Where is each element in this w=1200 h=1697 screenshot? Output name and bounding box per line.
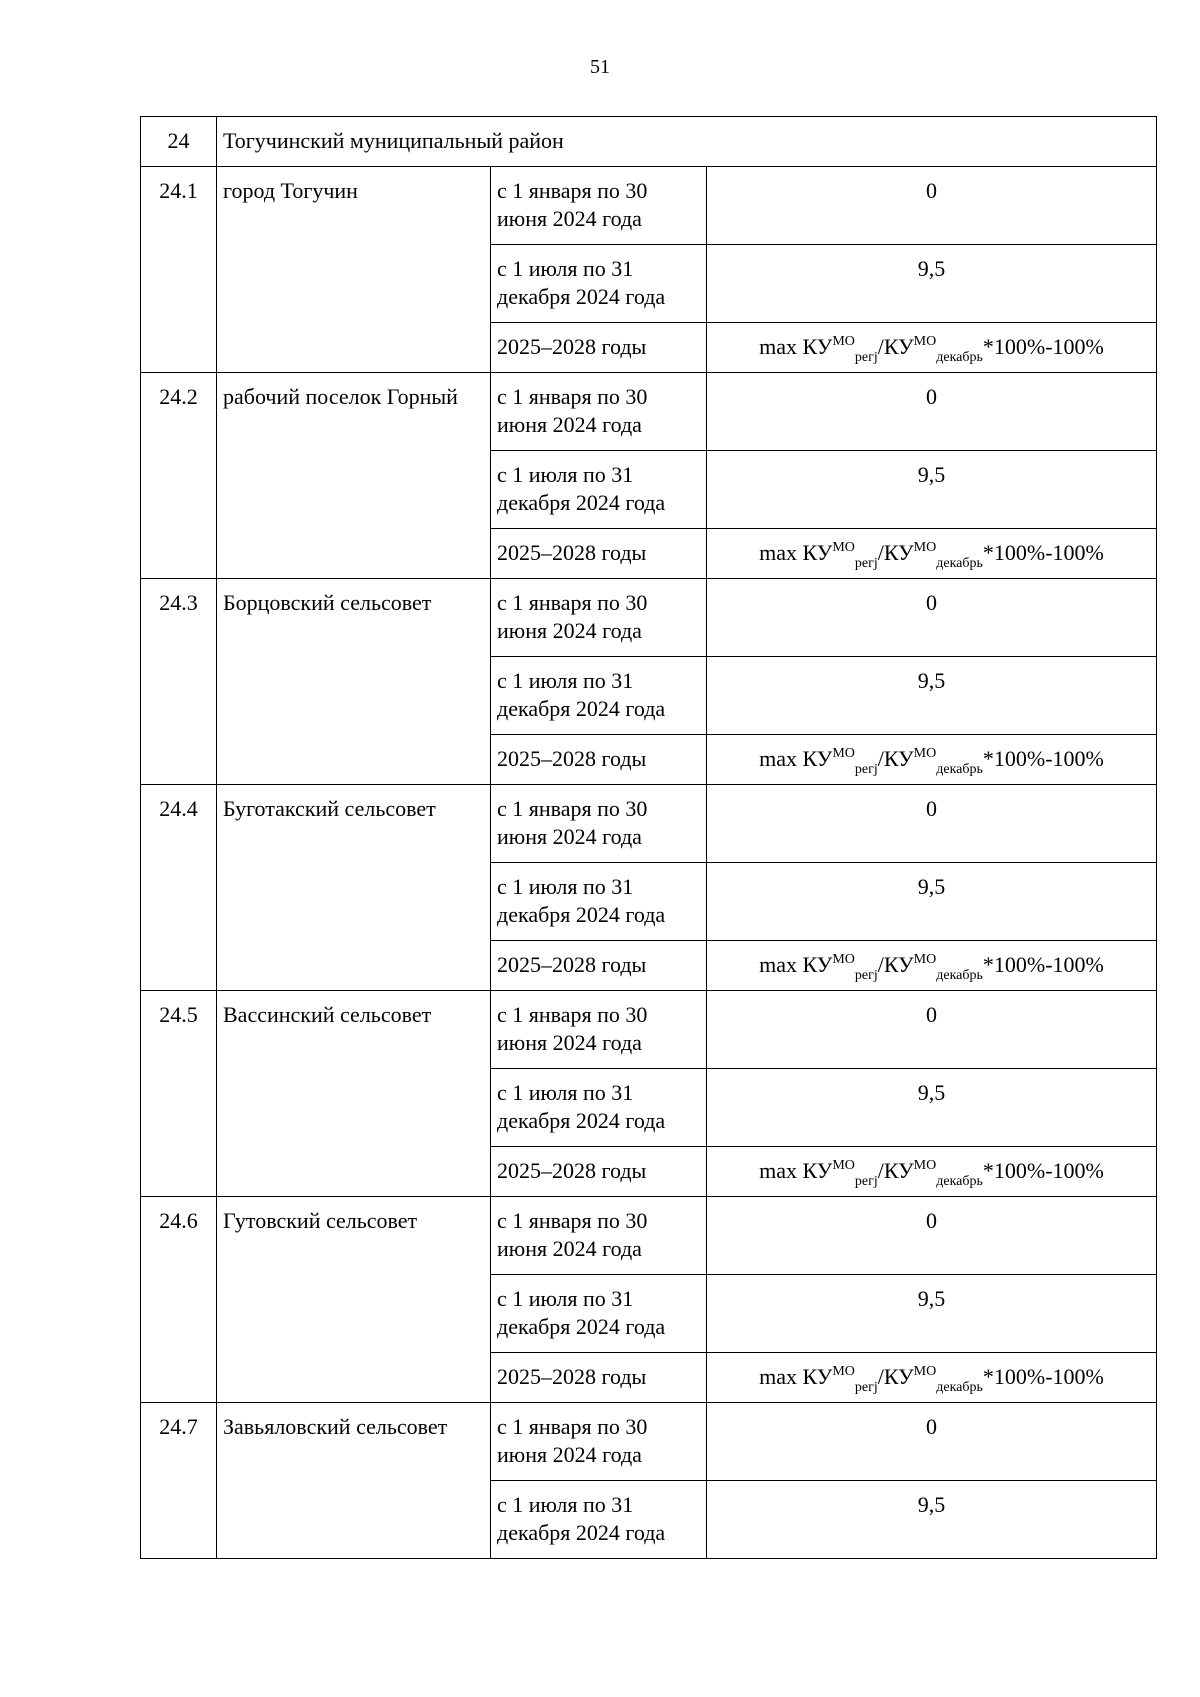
value-cell [707,657,1157,735]
value-cell [707,1481,1157,1559]
value-cell [707,245,1157,323]
formula-text [707,529,1156,572]
formula-sup-1: МО [832,333,855,349]
formula-sup-1: МО [832,745,855,761]
formula-cell [707,735,1157,785]
value-text: 0 [926,796,937,821]
settlement-name: город Тогучин [223,178,358,203]
period-text: 2025–2028 годы [497,1158,647,1183]
settlement-name: Буготакский сельсовет [223,796,436,821]
row-number-cell [141,991,217,1197]
settlement-name-cell [217,373,491,579]
formula-suffix: *100%-100% [982,334,1104,359]
period-text: 2025–2028 годы [497,1364,647,1389]
period-text: с 1 июля по 31 декабря 2024 года [497,1286,666,1339]
period-cell [491,1069,707,1147]
formula-sub-2: декабрь [936,1380,983,1396]
row-number-cell [141,785,217,991]
row-number: 24.4 [159,796,198,821]
period-text: с 1 июля по 31 декабря 2024 года [497,462,666,515]
value-text: 0 [926,590,937,615]
formula-prefix: max КУ [759,952,833,977]
district-title-cell [217,117,1157,167]
table-body [141,117,1157,1559]
settlement-name: Гутовский сельсовет [223,1208,418,1233]
row-number-cell [141,579,217,785]
value-text: 9,5 [917,1492,946,1517]
period-text: с 1 января по 30 июня 2024 года [497,1002,648,1055]
settlement-name-cell [217,991,491,1197]
formula-mid: /КУ [877,952,914,977]
formula-sup-2: МО [913,1157,937,1173]
formula-sub-2: декабрь [936,762,983,778]
period-text: с 1 января по 30 июня 2024 года [497,1208,648,1261]
table-row [141,1197,1157,1275]
formula-mid: /КУ [877,1158,914,1183]
formula-text [707,1353,1156,1396]
settlement-name: Борцовский сельсовет [223,590,432,615]
period-text: 2025–2028 годы [497,952,647,977]
formula-sub-2: декабрь [936,968,983,984]
period-cell [491,1403,707,1481]
value-text: 9,5 [917,874,946,899]
row-number: 24.3 [159,590,198,615]
formula-sup-1: МО [832,1157,855,1173]
period-text: с 1 июля по 31 декабря 2024 года [497,1080,666,1133]
period-cell [491,1481,707,1559]
row-number: 24.2 [159,384,198,409]
period-cell [491,785,707,863]
formula-cell [707,323,1157,373]
formula-text [707,941,1156,984]
formula-sup-1: МО [832,539,855,555]
formula-suffix: *100%-100% [982,952,1104,977]
value-text: 0 [926,1208,937,1233]
row-number: 24.7 [159,1414,198,1439]
table-row [141,167,1157,245]
period-text: с 1 июля по 31 декабря 2024 года [497,668,666,721]
row-number-cell [141,167,217,373]
formula-prefix: max КУ [759,746,833,771]
formula-cell [707,1353,1157,1403]
value-cell [707,373,1157,451]
table-row [141,579,1157,657]
formula-sub-2: декабрь [936,1174,983,1190]
formula-cell [707,1147,1157,1197]
value-text: 0 [926,178,937,203]
formula-sub-2: декабрь [936,556,983,572]
formula-mid: /КУ [877,746,914,771]
period-cell [491,657,707,735]
row-number-cell [141,1197,217,1403]
formula-text [707,735,1156,778]
page-number: 51 [590,56,610,78]
value-cell [707,579,1157,657]
row-number-cell [141,373,217,579]
period-cell [491,451,707,529]
formula-prefix: max КУ [759,540,833,565]
value-cell [707,1275,1157,1353]
settlement-name-cell [217,1403,491,1559]
formula-sup-1: МО [832,951,855,967]
settlement-name: Вассинский сельсовет [223,1002,432,1027]
period-cell [491,323,707,373]
formula-sup-2: МО [913,1363,937,1379]
formula-sup-2: МО [913,951,937,967]
formula-text [707,323,1156,366]
table-row [141,373,1157,451]
period-cell [491,373,707,451]
formula-suffix: *100%-100% [982,1158,1104,1183]
formula-sub-2: декабрь [936,350,983,366]
settlement-name: рабочий поселок Горный [223,384,458,409]
value-text: 0 [926,1002,937,1027]
period-text: с 1 июля по 31 декабря 2024 года [497,874,666,927]
period-cell [491,579,707,657]
formula-prefix: max КУ [759,334,833,359]
period-text: с 1 июля по 31 декабря 2024 года [497,1492,666,1545]
value-text: 9,5 [917,462,946,487]
period-text: 2025–2028 годы [497,746,647,771]
value-text: 0 [926,384,937,409]
period-cell [491,1147,707,1197]
row-number-cell [141,1403,217,1559]
period-text: с 1 января по 30 июня 2024 года [497,796,648,849]
value-cell [707,991,1157,1069]
formula-sub-1: регj [854,968,878,984]
period-cell [491,1275,707,1353]
period-cell [491,529,707,579]
value-text: 0 [926,1414,937,1439]
value-text: 9,5 [917,668,946,693]
table-row [141,785,1157,863]
district-number: 24 [167,128,190,153]
formula-sup-2: МО [913,539,937,555]
table-row [141,991,1157,1069]
row-number: 24.6 [159,1208,198,1233]
table-row [141,1403,1157,1481]
formula-sup-2: МО [913,745,937,761]
period-text: с 1 января по 30 июня 2024 года [497,590,648,643]
formula-suffix: *100%-100% [982,746,1104,771]
tariff-table [140,116,1157,1559]
settlement-name-cell [217,167,491,373]
formula-sup-2: МО [913,333,937,349]
value-cell [707,451,1157,529]
settlement-name-cell [217,785,491,991]
formula-suffix: *100%-100% [982,540,1104,565]
formula-prefix: max КУ [759,1158,833,1183]
value-text: 9,5 [917,256,946,281]
formula-sub-1: регj [854,1174,878,1190]
formula-cell [707,941,1157,991]
period-cell [491,991,707,1069]
value-text: 9,5 [917,1080,946,1105]
formula-suffix: *100%-100% [982,1364,1104,1389]
period-text: с 1 января по 30 июня 2024 года [497,384,648,437]
value-cell [707,1197,1157,1275]
value-text: 9,5 [917,1286,946,1311]
period-cell [491,1353,707,1403]
value-cell [707,1403,1157,1481]
formula-cell [707,529,1157,579]
period-cell [491,245,707,323]
settlement-name-cell [217,1197,491,1403]
formula-sub-1: регj [854,1380,878,1396]
formula-sup-1: МО [832,1363,855,1379]
district-number-cell [141,117,217,167]
period-cell [491,863,707,941]
period-cell [491,167,707,245]
formula-mid: /КУ [877,334,914,359]
value-cell [707,863,1157,941]
period-cell [491,941,707,991]
formula-sub-1: регj [854,350,878,366]
district-header-row [141,117,1157,167]
formula-prefix: max КУ [759,1364,833,1389]
formula-sub-1: регj [854,762,878,778]
period-text: 2025–2028 годы [497,334,647,359]
period-text: с 1 января по 30 июня 2024 года [497,1414,648,1467]
value-cell [707,167,1157,245]
value-cell [707,1069,1157,1147]
settlement-name-cell [217,579,491,785]
settlement-name: Завьяловский сельсовет [223,1414,448,1439]
row-number: 24.5 [159,1002,198,1027]
formula-mid: /КУ [877,1364,914,1389]
period-text: 2025–2028 годы [497,540,647,565]
period-text: с 1 января по 30 июня 2024 года [497,178,648,231]
value-cell [707,785,1157,863]
formula-mid: /КУ [877,540,914,565]
period-cell [491,1197,707,1275]
formula-sub-1: регj [854,556,878,572]
row-number: 24.1 [159,178,198,203]
formula-text [707,1147,1156,1190]
period-cell [491,735,707,785]
district-title: Тогучинский муниципальный район [223,128,564,153]
period-text: с 1 июля по 31 декабря 2024 года [497,256,666,309]
